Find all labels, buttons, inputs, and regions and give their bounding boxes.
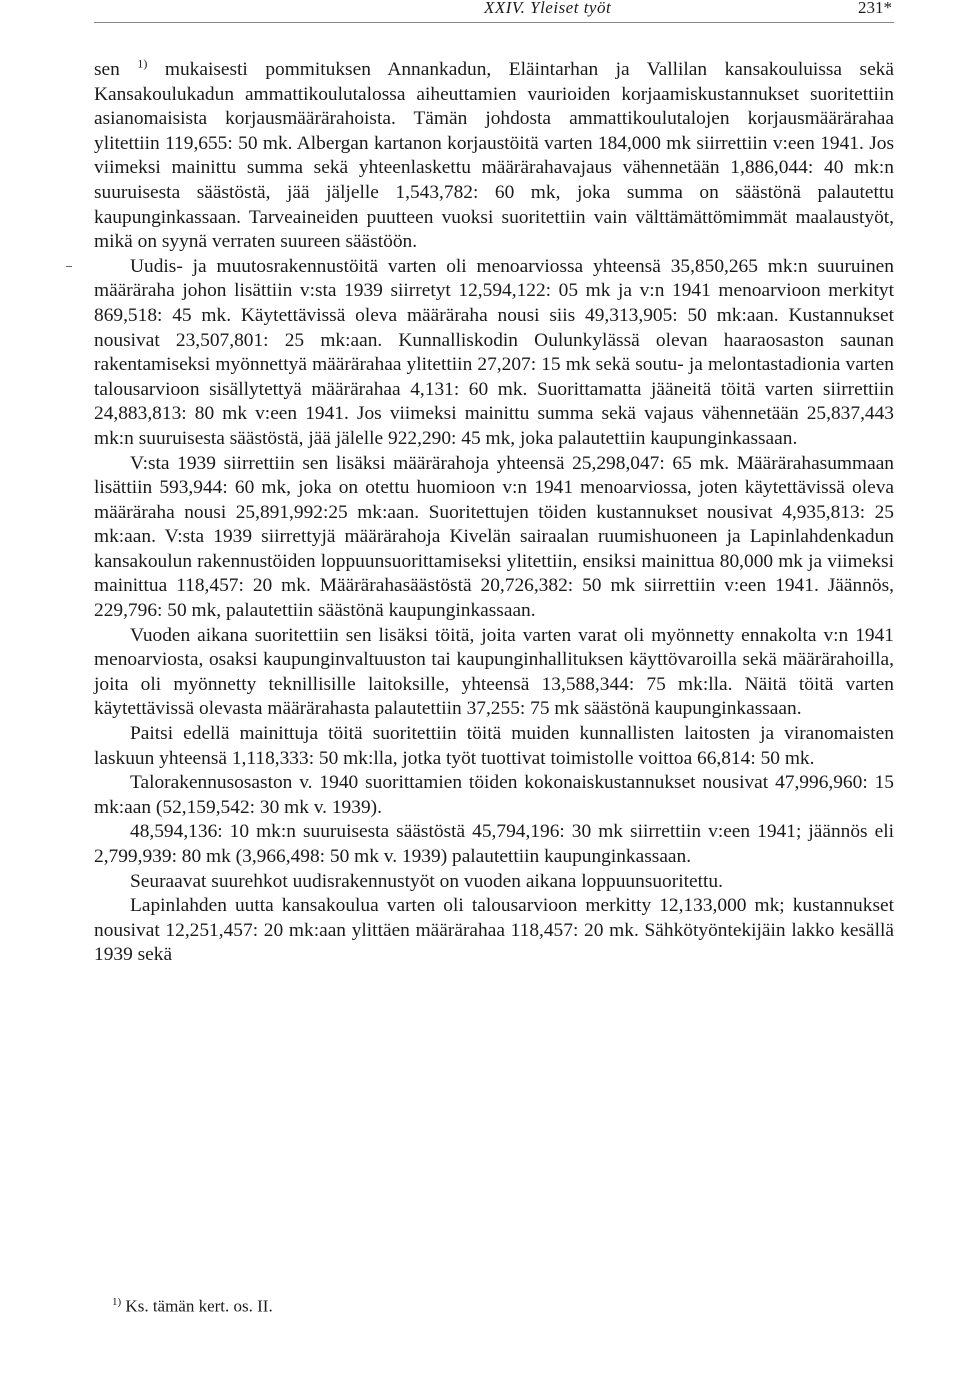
paragraph-text: Vuoden aikana suoritettiin sen lisäksi töitä, joita varten varat oli myönnetty ennakolta v:n 1941 menoarviosta, osaksi kaupunginvaltuuston tai kaupunginhallituksen käyttövaroilla sekä määrärahoilla, joita oli myönnetty teknillisille laitoksille, yhteensä 13,588,344: 75 mk:lla. Näitä töitä varten käytettävissä olevasta määrärahasta palautettiin 37,255: 75 mk säästönä kaupunginkassaan. [94, 624, 894, 720]
paragraph-text: Uudis- ja muutosrakennustöitä varten oli menoarviossa yhteensä 35,850,265 mk:n suuruinen määräraha johon lisättiin v:sta 1939 siirretyt 12,594,122: 05 mk ja v:n 1941 menoarvioon merkityt 869,518: 45 mk. Käytettävissä oleva määräraha nousi siis 49,313,905: 50 mk:aan. Kustannukset nousivat 23,507,801: 25 mk:aan. Kunnalliskodin Oulunkylässä olevan haaraosaston saunan rakentamiseksi myönnettyä määrärahaa ylitettiin 27,207: 15 mk sekä soutu- ja melontastadionia varten talousarvioon sisällytettyä määrärahaa 4,131: 60 mk. Suorittamatta jääneitä töitä varten siirrettiin 24,883,813: 80 mk v:een 1941. Jos viimeksi mainittu summa sekä vajaus vähennetään 25,837,443 mk:n suuruisesta säästöstä, jää jälelle 922,290: 45 mk, joka palautettiin kaupunginkassaan. [94, 255, 894, 449]
paragraph [94, 870, 894, 895]
paragraph-text: Seuraavat suurehkot uudisrakennustyöt on vuoden aikana loppuunsuoritettu. [130, 870, 723, 892]
paragraph [94, 255, 894, 452]
page [94, 0, 894, 1316]
header-rule [94, 22, 894, 23]
paragraph [94, 722, 894, 771]
paragraph [94, 820, 894, 869]
paragraph-text: Paitsi edellä mainittuja töitä suoritettiin töitä muiden kunnallisten laitosten ja viranomaisten laskuun yhteensä 1,118,333: 50 mk:lla, jotka työt tuottivat toimistolle voittoa 66,814: 50 mk. [94, 723, 894, 769]
paragraph [94, 624, 894, 722]
paragraph [94, 452, 894, 624]
margin-dash [66, 266, 72, 267]
paragraph-text: Talorakennusosaston v. 1940 suorittamien töiden kokonaiskustannukset nousivat 47,996,960: 15 mk:aan (52,159,542: 30 mk v. 1939). [94, 772, 894, 818]
running-header [94, 0, 894, 22]
chapter-title: XXIV. Yleiset työt [484, 0, 612, 17]
paragraph [94, 894, 894, 968]
paragraph-text: 48,594,136: 10 mk:n suuruisesta säästöstä 45,794,196: 30 mk siirrettiin v:een 1941; jäännös eli 2,799,939: 80 mk (3,966,498: 50 mk v. 1939) palautettiin kaupunginkassaan. [94, 821, 894, 867]
page-number: 231* [858, 0, 892, 17]
body-text [94, 58, 894, 968]
paragraph [94, 771, 894, 820]
footnote-marker: 1) [112, 1296, 122, 1308]
paragraph-text: mukaisesti pommituksen Annankadun, Eläintarhan ja Vallilan kansakouluissa sekä Kansakoulukadun ammattikoulutalossa aiheuttamien vaurioiden korjaamiskustannukset suoritettiin asianomaisista korjausmäärärahoista. Tämän johdosta ammattikoulutalojen korjausmäärärahaa ylitettiin 119,655: 50 mk. Albergan kartanon korjaustöitä varten 184,000 mk siirrettiin v:een 1941. Jos viimeksi mainittu summa sekä yhteenlaskettu määrärahavajaus vähennetään 1,886,044: 40 mk:n suuruisesta säästöstä, jää jäljelle 1,543,782: 60 mk, joka summa on säästönä palautettu kaupunginkassaan. Tarveaineiden puutteen vuoksi suoritettiin vain välttämättömimmät maalaustyöt, mikä on syynä verraten suureen säästöön. [94, 59, 894, 253]
footnote [112, 1296, 273, 1317]
footnote-reference: 1) [137, 56, 148, 71]
paragraph [94, 58, 894, 255]
paragraph-text: Lapinlahden uutta kansakoulua varten oli talousarvioon merkitty 12,133,000 mk; kustannukset nousivat 12,251,457: 20 mk:aan ylittäen määrärahaa 118,457: 20 mk. Sähkötyöntekijäin lakko kesällä 1939 sekä [94, 895, 894, 966]
paragraph-text: sen [94, 59, 138, 80]
footnote-text: Ks. tämän kert. os. II. [121, 1296, 273, 1316]
paragraph-text: V:sta 1939 siirrettiin sen lisäksi määrärahoja yhteensä 25,298,047: 65 mk. Määrärahasummaan lisättiin 593,944: 60 mk, joka on otettu huomioon v:n 1941 menoarviossa, joten käytettävissä oleva määräraha nousi 25,891,992:25 mk:aan. Suoritettujen töiden kustannukset nousivat 4,935,813: 25 mk:aan. V:sta 1939 siirrettyjä määrärahoja Kivelän sairaalan ruumishuoneen ja Lapinlahdenkadun kansakoulun rakennustöiden loppuunsuorittamiseksi ylitettiin, ensiksi mainittua 80,000 mk ja viimeksi mainittua 118,457: 20 mk. Määrärahasäästöstä 20,726,382: 50 mk siirrettiin v:een 1941. Jäännös, 229,796: 50 mk, palautettiin säästönä kaupunginkassaan. [94, 452, 894, 622]
